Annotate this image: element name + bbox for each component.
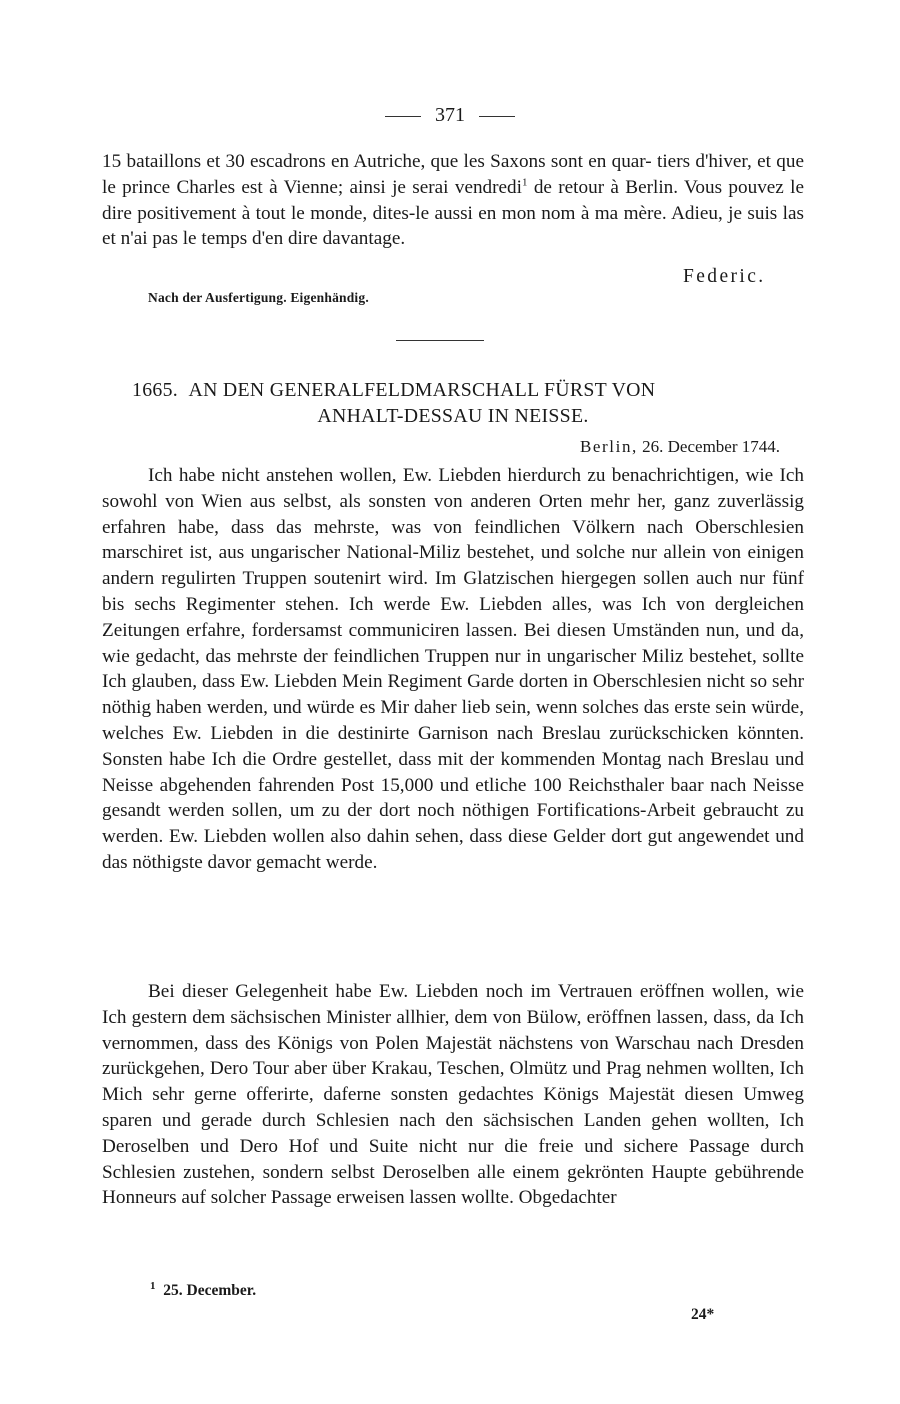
source-note: Nach der Ausfertigung. Eigenhändig. [148,290,369,305]
continuation-line-1: 15 bataillons et 30 escadrons en Autriche, que les Saxons sont en quar- [102,151,652,172]
letter-heading-line-1 [102,377,804,403]
dateline-place: Berlin, [579,437,638,456]
footnote-reference: 1 [521,176,528,189]
letter-heading [102,377,804,429]
dateline [580,437,780,457]
continuation-line-2: tiers d'hiver, et que le prince Charles est à Vienne; ainsi je serai [102,151,805,198]
signature-mark: 24* [691,1306,715,1323]
letter-paragraph-1: Ich habe nicht anstehen wollen, Ew. Liebden hierdurch zu benachrichtigen, wie Ich sowohl von Wien aus selbst, als sonsten von anderen Orten mehr her, ganz zuverlässig erfahren habe, dass das mehrste, was von feindlichen Völkern nach Oberschlesien marschiret ist, aus ungarischer National-Miliz bestehet, und solche nur allein von einigen andern regulirten Truppen soutenirt wird. Im Glatzischen hiergegen sollen auch nur fünf bis sechs Regimenter stehen. Ich werde Ew. Liebden alles, was Ich von dergleichen Zeitungen erfahre, fordersamst communiciren lassen. Bei diesen Umständen nun, und da, wie gedacht, das mehrste der feindlichen Truppen nur in ungarischer Miliz bestehet, sollte Ich glauben, dass Ew. Liebden Mein Regiment Garde dorten in Oberschlesien nicht so sehr nöthig haben werden, und würde es Mir daher lieb sein, wenn solches das erste sein würde, welches Ew. Liebden in die destinirte Garnison nach Breslau zurückschicken könnten. Sonsten habe Ich die Ordre gestellet, dass mit der kommenden Montag nach Breslau und Neisse abgehenden fahrenden Post 15,000 und etliche 100 Reichsthaler baar nach Neisse gesandt werden sollen, um zu der dort noch nöthigen Fortifications-Arbeit gebraucht zu werden. Ew. Liebden wollen also dahin sehen, dass diese Gelder dort gut angewendet und das nöthigste davor gemacht werde. [102,465,804,873]
continuation-line-4: de retour à Berlin. Vous pouvez le dire positivement à tout [102,176,805,224]
letter-addressee: AN DEN GENERALFELDMARSCHALL FÜRST VON [188,379,656,401]
footnote-marker: 1 [150,1279,156,1292]
dateline-date: 26. December 1744. [642,437,780,456]
page-number-dash-left [385,116,421,117]
letter-heading-line-2: ANHALT-DESSAU IN NEISSE. [317,405,589,427]
continuation-line-6: n'ai pas le temps d'en dire davantage. [120,228,406,250]
letter-number: 1665. [132,379,179,401]
continuation-line-5: le monde, dites-le aussi en mon nom à ma mère. Adieu, je suis las et [102,202,804,250]
page-number-dash-right [479,116,515,117]
section-divider [396,340,484,341]
continuation-text [102,149,804,252]
footnote [150,1279,257,1300]
letter-paragraph-2: Bei dieser Gelegenheit habe Ew. Liebden noch im Vertrauen eröffnen wollen, wie Ich gestern dem sächsischen Minister allhier, dem von Bülow, eröffnen lassen, dass, da Ich vernommen, dass des Königs von Polen Majestät nächstens von Warschau nach Dresden zurückgehen, Dero Tour aber über Krakau, Teschen, Olmütz und Prag nehmen wollten, Ich Mich sehr gerne offerirte, daferne sonsten gedachtes Königs Majestät diesen Umweg sparen und gerade durch Schlesien nach den sächsischen Landen gehen wollten, Ich Deroselben und Dero Hof und Suite nicht nur die freie und sichere Passage durch Schlesien zustehen, sondern selbst Deroselben alle einem gekrönten Haupte gebührende Honneurs auf solcher Passage erweisen lassen wollte. Obgedachter [102,981,804,1209]
footnote-text: 25. December. [163,1282,257,1299]
signature: Federic. [683,266,766,287]
continuation-line-3: vendredi [454,176,522,198]
page-number [0,104,900,127]
page-number-value: 371 [435,104,465,126]
